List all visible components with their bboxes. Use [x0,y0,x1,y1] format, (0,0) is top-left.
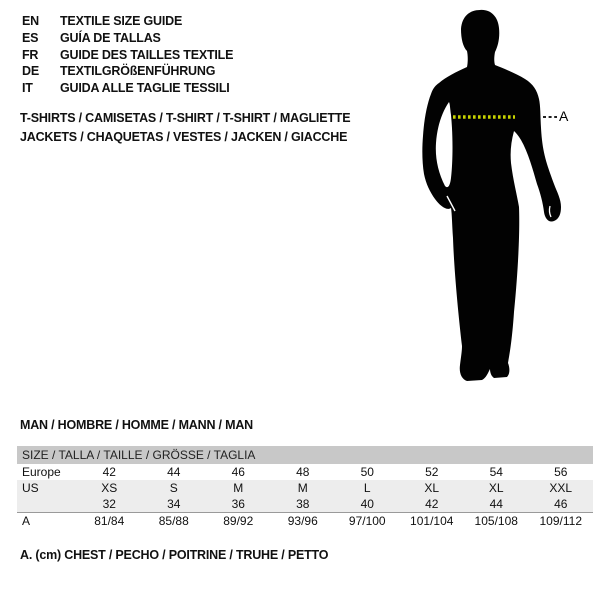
language-label: GUÍA DE TALLAS [60,30,161,45]
body-silhouette-path [422,10,561,381]
size-cell: 42 [102,465,116,479]
language-code: EN [22,14,39,28]
man-silhouette-figure [390,0,600,400]
size-cell: M [297,481,308,495]
size-cell: 46 [231,465,245,479]
row-label: US [22,481,39,495]
size-cell: 50 [360,465,374,479]
size-cell: S [169,481,178,495]
row-label [17,496,77,512]
man-silhouette-svg [390,0,600,400]
measurement-label-a: A [559,108,569,124]
size-cell: 105/108 [474,514,518,528]
size-cell: 36 [231,497,245,511]
row-label: Europe [22,465,61,479]
size-cell: 52 [425,465,439,479]
language-row [22,30,233,47]
table-row-us [17,480,593,496]
language-list [22,13,233,97]
size-cell: 89/92 [223,514,254,528]
table-row-numeric [17,496,593,512]
language-label: GUIDE DES TAILLES TEXTILE [60,47,234,62]
size-cell: M [233,481,244,495]
language-code: IT [22,81,33,96]
size-cell: 54 [489,465,503,479]
language-code: ES [22,30,39,45]
size-cell: XL [424,481,440,495]
size-cell: 32 [102,497,116,511]
size-cell: 38 [296,497,310,511]
size-cell: 44 [167,465,181,479]
table-row-chest-a [17,512,593,529]
size-cell: 81/84 [94,514,125,528]
size-table [17,446,593,529]
language-row [22,63,233,80]
table-row-europe [17,464,593,480]
size-table-header: SIZE / TALLA / TAILLE / GRÖSSE / TAGLIA [17,446,593,464]
row-label: A [22,514,31,528]
language-code: FR [22,47,39,62]
size-cell: 56 [554,465,568,479]
category-tshirts: T-SHIRTS / CAMISETAS / T-SHIRT / T-SHIRT / MAGLIETTE [20,111,351,125]
size-cell: XL [488,481,504,495]
size-cell: XXL [549,481,573,495]
section-title-man: MAN / HOMBRE / HOMME / MANN / MAN [20,418,253,432]
size-cell: XS [101,481,118,495]
size-cell: 46 [554,497,568,511]
size-cell: 42 [425,497,439,511]
language-row [22,80,233,97]
size-cell: 44 [489,497,503,511]
size-cell: 34 [167,497,181,511]
language-code: DE [22,64,39,79]
size-cell: 40 [360,497,374,511]
chest-footnote: A. (cm) CHEST / PECHO / POITRINE / TRUHE / PETTO [20,548,329,562]
category-jackets: JACKETS / CHAQUETAS / VESTES / JACKEN / GIACCHE [20,130,348,144]
size-cell: 93/96 [287,514,318,528]
size-cell: 48 [296,465,310,479]
language-label: GUIDA ALLE TAGLIE TESSILI [60,81,230,96]
size-cell: 97/100 [348,514,386,528]
size-cell: 101/104 [410,514,454,528]
size-cell: L [363,481,371,495]
language-row [22,13,233,30]
language-label: TEXTILE SIZE GUIDE [60,14,183,28]
language-label: TEXTILGRÖßENFÜHRUNG [60,64,216,79]
size-cell: 85/88 [158,514,189,528]
size-cell: 109/112 [539,514,582,528]
garment-categories [20,109,350,147]
language-row [22,47,233,64]
